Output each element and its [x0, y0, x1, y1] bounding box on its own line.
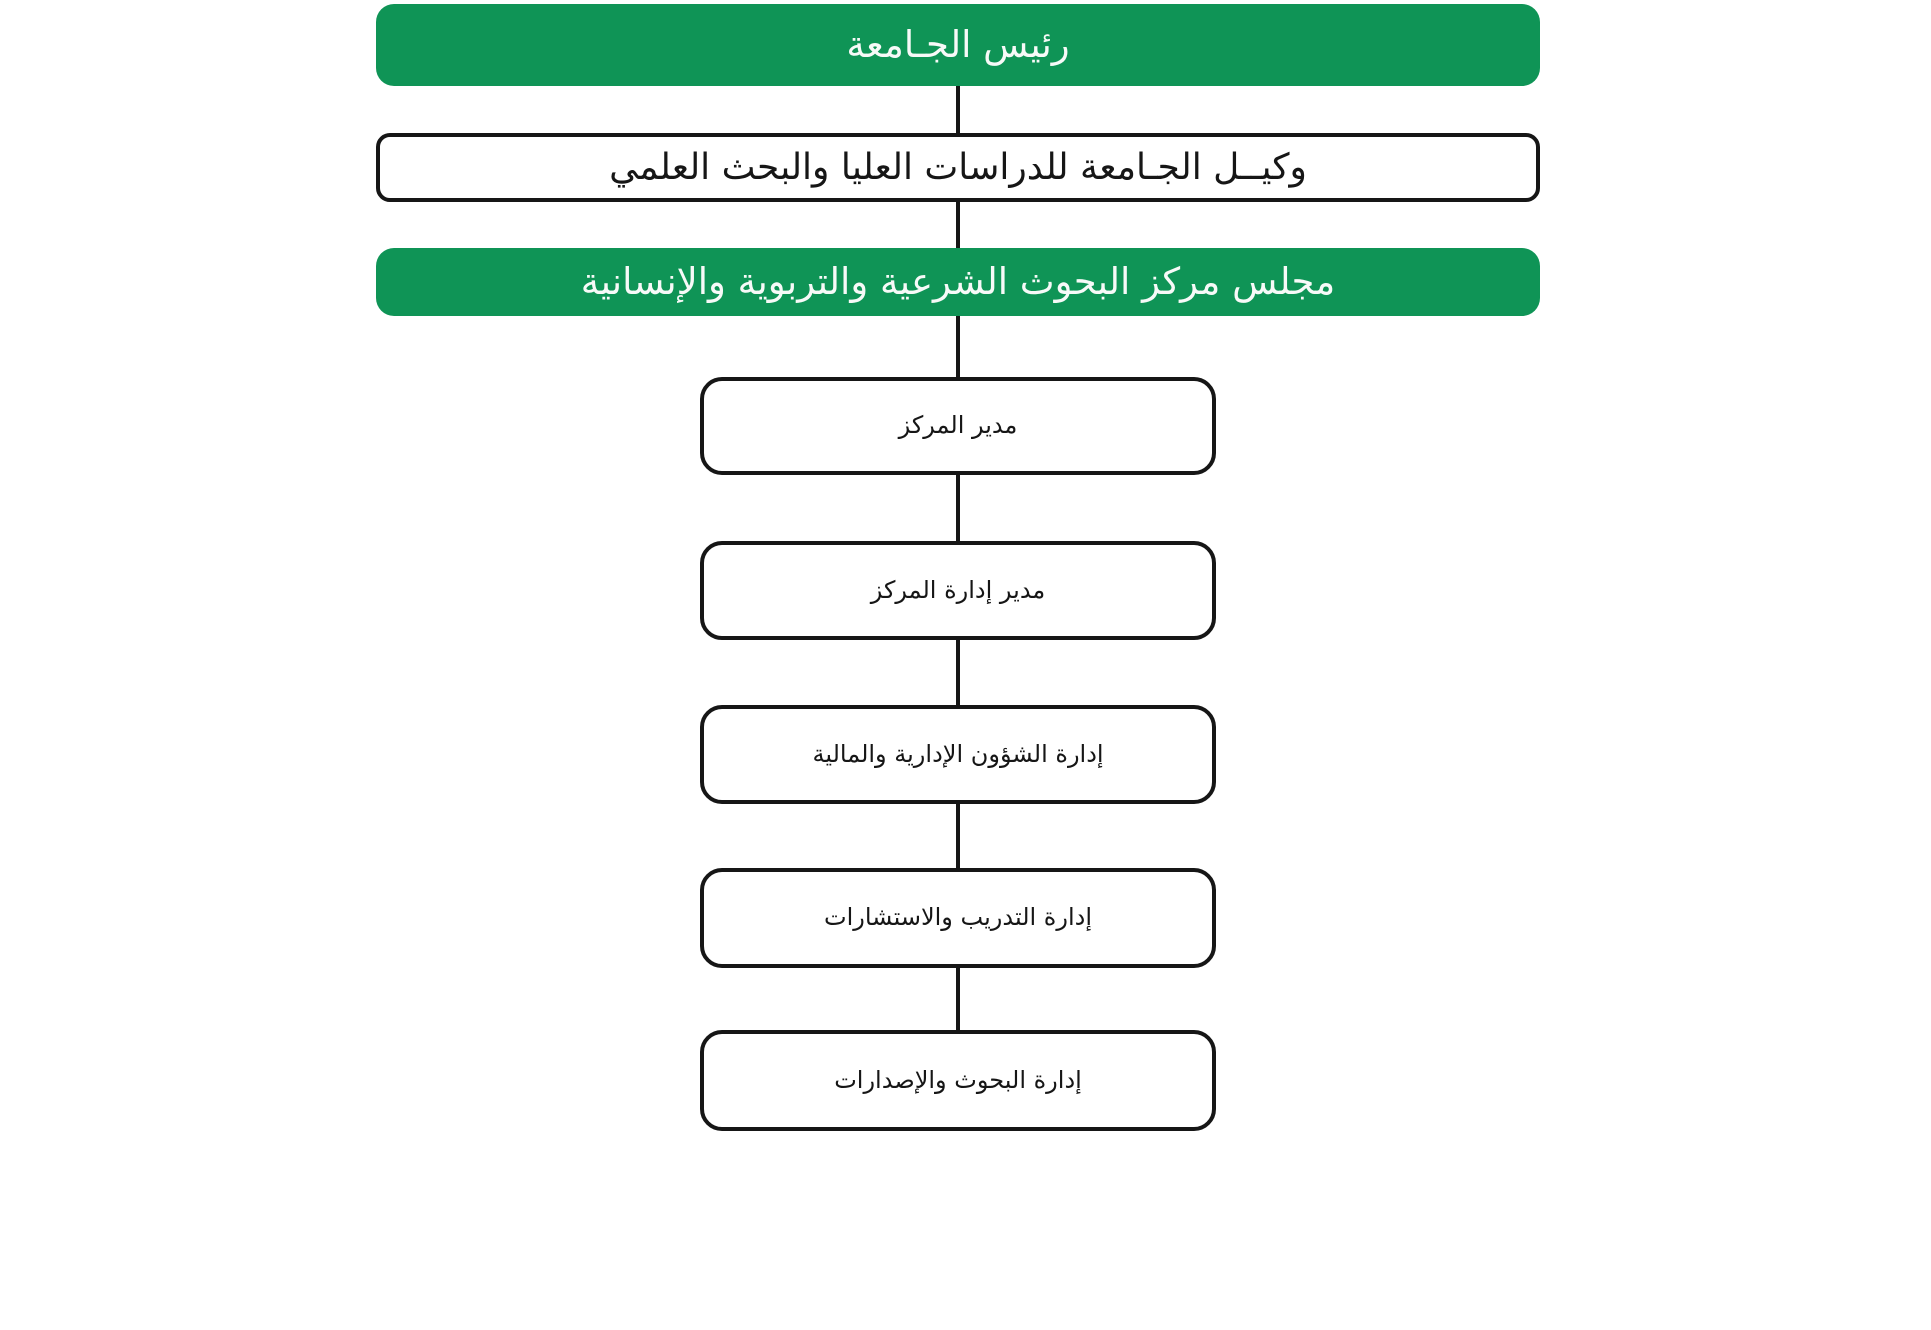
- node-research-center-council: مجلس مركز البحوث الشرعية والتربوية والإنسانية: [376, 248, 1540, 316]
- node-center-director: مدير المركز: [700, 377, 1216, 475]
- node-research-publications-dept: إدارة البحوث والإصدارات: [700, 1030, 1216, 1131]
- node-training-consulting-dept: إدارة التدريب والاستشارات: [700, 868, 1216, 968]
- connector-director-to-admin-director: [956, 475, 960, 541]
- connector-president-to-vice: [956, 86, 960, 133]
- node-university-president: رئيس الجـامعة: [376, 4, 1540, 86]
- connector-council-to-director: [956, 316, 960, 377]
- connector-admin-financial-to-training: [956, 804, 960, 868]
- connector-admin-director-to-admin-financial: [956, 640, 960, 705]
- node-admin-financial-affairs-dept: إدارة الشؤون الإدارية والمالية: [700, 705, 1216, 804]
- node-center-admin-director: مدير إدارة المركز: [700, 541, 1216, 640]
- connector-training-to-research-publications: [956, 968, 960, 1030]
- node-vice-president-graduate-studies: وكيــل الجـامعة للدراسات العليا والبحث العلمي: [376, 133, 1540, 202]
- connector-vice-to-council: [956, 202, 960, 248]
